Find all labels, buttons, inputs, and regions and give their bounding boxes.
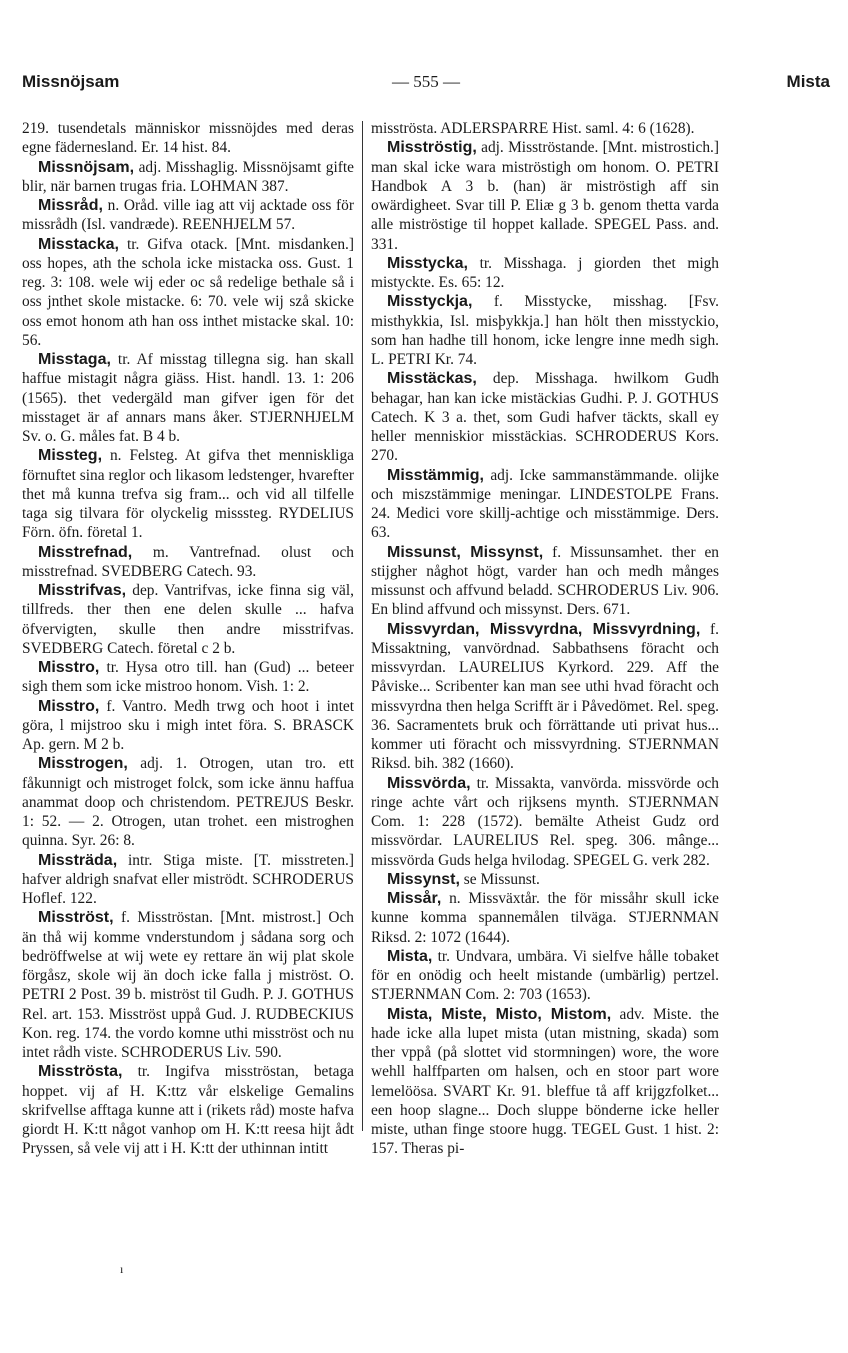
entry-text: n. Missväxtår. the för missåhr skull icke kunne komma spannemålen tilväga. STJERNMAN Riksd. 2: 1072 (1644). — [371, 890, 719, 946]
dictionary-entry — [371, 369, 719, 465]
entry-text: misströsta. ADLERSPARRE Hist. saml. 4: 6 (1628). — [371, 120, 695, 137]
entry-text: tr. Undvara, umbära. Vi sielfve hålle tobaket för en onödig och heelt mistande (umbärlig) pertzel. STJERNMAN Com. 2: 703 (1653). — [371, 947, 719, 1004]
dictionary-entry — [371, 870, 719, 889]
entry-text: tr. Af misstag tillegna sig. han skall haffue mistagit några giäss. Hist. handl. 13. 1: 206 (1565). thet vedergäld man gifver igen för det misstaget är af annars mans åker. STJERNHJELM Sv. o. G. måles fat. B 4 b. — [22, 351, 354, 445]
entry-text: adj. Misshaglig. Missnöjsamt gifte blir, när barnen trugas fria. LOHMAN 387. — [22, 158, 354, 195]
dictionary-entry — [371, 292, 719, 369]
header-left-word: Missnöjsam — [22, 72, 120, 91]
stray-mark: ı — [120, 1262, 124, 1276]
entry-headword: Missunst, Missynst, — [387, 543, 544, 561]
dictionary-entry — [22, 908, 354, 1062]
dictionary-entry — [22, 543, 354, 582]
entry-headword: Mista, — [387, 947, 433, 965]
entry-text: tr. Hysa otro till. han (Gud) ... beteer sigh them som icke mistroo honom. Vish. 1: 2. — [22, 659, 354, 696]
dictionary-entry — [22, 851, 354, 909]
dictionary-entry — [22, 697, 354, 755]
entry-text: tr. Ingifva misströstan, betaga hoppet. vij af H. K:ttz vår elskelige Gemalins skrifvellse afftaga kunne att i (rikets råd) moste hafva giordt H. K:tt något vanhop om H. K:tt reesa hijt ådt Pryssen, så vele vij att i H. K:tt der uthinnan intitt — [22, 1063, 354, 1158]
running-header — [22, 72, 830, 98]
entry-headword: Missvyrdan, Missvyrdna, Missvyrdning, — [387, 620, 701, 638]
entry-text: adj. Misströstande. [Mnt. mistrostich.] man skal icke wara miströstigh om honom. O. PETRI Handbok A 3 b. (han) är miströstigh aff sin owärdigheet. Svar till P. Eliæ g 3 b. genom thetta varda alle miströstige til hoppet kallade. SPEGEL Pass. and. 331. — [371, 139, 719, 253]
entry-text: tr. Missakta, vanvörda. missvörde och ringe achte vårt och rijksens mynth. STJERNMAN Com. 1: 228 (1572). bemälte Atheist Gudz ord missvördar. LAURELIUS Rel. speg. 306. mânge... missvörda Guds helga hvilodag. SPEGEL G. verk 282. — [371, 774, 719, 869]
dictionary-entry — [22, 350, 354, 446]
entry-text: m. Vantrefnad. olust och misstrefnad. SVEDBERG Catech. 93. — [22, 543, 354, 580]
entry-headword: Misstämmig, — [387, 466, 484, 484]
entry-headword: Missnöjsam, — [38, 158, 135, 176]
left-column — [22, 119, 354, 1159]
dictionary-entry — [371, 774, 719, 870]
entry-headword: Mista, Miste, Misto, Mistom, — [387, 1005, 612, 1023]
dictionary-entry — [371, 620, 719, 774]
entry-headword: Misströsta, — [38, 1063, 123, 1081]
dictionary-entry — [22, 158, 354, 197]
entry-headword: Missteg, — [38, 447, 103, 465]
entry-text: f. Missaktning, vanvördnad. Sabbathsens föracht och missvyrdan. LAURELIUS Kyrkord. 229. Aff the Påviske... Scribenter kan man see uthi hvad föracht och missvyrdna then helga Scrifft är i Påvedömet. Rel. speg. 36. Sacramentets bruk och förrättande uti privat hus... kommer uti föracht och missvyrdning. STJERNMAN Riksd. bih. 382 (1660). — [371, 620, 719, 773]
entry-text: adj. 1. Otrogen, utan tro. ett fåkunnigt och mistroget folck, som icke ännu haffua anammat doop och christendom. PETREJUS Beskr. 1: 52. — 2. Otrogen, utan trohet. een mistroghen quinna. Syr. 26: 8. — [22, 755, 354, 850]
entry-headword: Misströstig, — [387, 139, 477, 157]
entry-headword: Missträda, — [38, 851, 118, 869]
entry-text: adv. Miste. the hade icke alla lupet mista (utan mistning, skada) som ther vppå (på slottet vid stormningen) wore, the wore wehll halffparten om halsen, och en stoor part wore lemelöösa. SVART Kr. 91. bleffue tå aff krijgzfolket... een hoop slagne... Doch sluppe bönderne icke heller miste, uthan finge stoore hugg. TEGEL Gust. 1 hist. 2: 157. Theras pi- — [371, 1005, 719, 1158]
entry-text: intr. Stiga miste. [T. misstreten.] hafver aldrigh snafvat eller miströdt. SCHRODERUS Hoflef. 122. — [22, 851, 354, 907]
dictionary-entry — [371, 1005, 719, 1159]
dictionary-entry — [22, 196, 354, 235]
entry-headword: Misstro, — [38, 697, 100, 715]
entry-text: n. Felsteg. At gifva thet menniskliga förnuftet sina reglor och likasom ledstenger, hvarefter thet må kunna trefva sig fram... och vid all tilfelle taga sig tilvara för olyckelig misssteg. RYDELIUS Förn. öfn. företal 1. — [22, 447, 354, 542]
dictionary-entry — [371, 466, 719, 543]
entry-headword: Misstrefnad, — [38, 543, 133, 561]
entry-text: 219. tusendetals människor missnöjdes med deras egne fädernesland. Er. 14 hist. 84. — [22, 120, 354, 157]
entry-headword: Missår, — [387, 890, 442, 907]
column-divider — [362, 121, 363, 1131]
entry-headword: Misstycka, — [387, 254, 468, 272]
page-number: — 555 — — [392, 72, 460, 91]
dictionary-entry — [371, 889, 719, 947]
dictionary-entry — [371, 947, 719, 1005]
entry-text: tr. Misshaga. j giorden thet migh mistyckte. Es. 65: 12. — [371, 254, 719, 291]
entry-text: dep. Misshaga. hwilkom Gudh behagar, han kan icke mistäckias Gudhi. P. J. GOTHUS Catech. K 3 a. thet, som Gudi hafver täckts, skall ey heller menniskior misstäckias. SCHRODERUS Kors. 270. — [371, 370, 719, 465]
dictionary-entry — [371, 119, 719, 138]
entry-text: f. Misstycke, misshag. [Fsv. misthykkia, Isl. misþykkja.] han hölt then misstyckio, som han hadhe till honom, icke lengre inne medh sigh. L. PETRI Kr. 74. — [371, 293, 719, 368]
entry-headword: Misstacka, — [38, 235, 119, 253]
entry-text: tr. Gifva otack. [Mnt. misdanken.] oss hopes, ath the schola icke mistacka oss. Gust. 1 reg. 3: 108. wele wij eder oc så redelige bethale så i oss jnthet skole mistacke. 6: 70. vele wij szå skicke oss emot honom ath han oss inthet mistacke skal. 10: 56. — [22, 235, 354, 349]
entry-headword: Misstro, — [38, 659, 100, 676]
right-column — [371, 119, 719, 1159]
entry-text: f. Vantro. Medh trwg och hoot i intet göra, l mijstroo sku i migh intet föra. S. BRASCK Ap. gern. M 2 b. — [22, 697, 354, 753]
entry-headword: Misstaga, — [38, 351, 111, 368]
entry-headword: Misströst, — [38, 909, 114, 927]
dictionary-entry — [22, 754, 354, 850]
entry-headword: Misstrifvas, — [38, 582, 127, 599]
entry-headword: Misstäckas, — [387, 370, 477, 388]
entry-headword: Missvörda, — [387, 774, 471, 792]
entry-text: se Missunst. — [459, 870, 540, 888]
entry-text: n. Oråd. ville iag att vij acktade oss för missrådh (Isl. vandræde). REENHJELM 57. — [22, 197, 354, 234]
header-right-word: Mista — [786, 72, 830, 91]
entry-headword: Misstrogen, — [38, 755, 128, 773]
dictionary-entry — [22, 446, 354, 542]
entry-headword: Misstyckja, — [387, 293, 473, 311]
dictionary-entry — [371, 138, 719, 254]
dictionary-entry — [371, 254, 719, 293]
dictionary-entry — [22, 581, 354, 658]
dictionary-entry — [371, 543, 719, 620]
dictionary-entry — [22, 1062, 354, 1158]
entry-text: f. Misströstan. [Mnt. mistrost.] Och än thå wij komme vnderstundom j sådana sorg och bedröffwelse at wij wete ey rettare än wij plat skole förgåsz, skole wij än doch icke falla j miströst. O. PETRI 2 Post. 39 b. miströst til Gudh. P. J. GOTHUS Rel. art. 153. Misströst uppå Gud. J. RUDBECKIUS Kon. reg. 174. the vordo komne uthi misströst och nu intet rådh viste. SCHRODERUS Liv. 590. — [22, 909, 354, 1061]
entry-headword: Missråd, — [38, 197, 103, 214]
entry-headword: Missynst, — [387, 870, 460, 888]
dictionary-entry — [22, 119, 354, 158]
entry-text: adj. Icke sammanstämmande. olijke och miszstämmige meningar. LINDESTOLPE Frans. 24. Medici vore skillj-achtige och misstämmige. Ders. 63. — [371, 466, 719, 542]
entry-text: f. Missunsamhet. ther en stijgher någhot högt, varder han och medh månges missunst och affvund beladd. SCHRODERUS Liv. 906. En blind affvund och missynst. Ders. 671. — [371, 543, 719, 619]
dictionary-entry — [22, 658, 354, 697]
dictionary-entry — [22, 235, 354, 351]
entry-text: dep. Vantrifvas, icke finna sig väl, tillfreds. ther then ene delen skulle ... hafva öfvervigten, skulle then andre misstrifvas. SVEDBERG Catech. företal c 2 b. — [22, 582, 354, 657]
